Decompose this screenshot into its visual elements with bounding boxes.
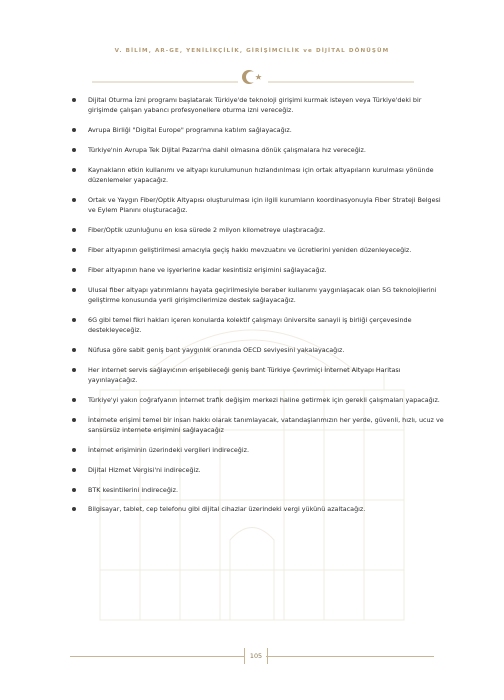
list-item (70, 445, 446, 455)
list-item (70, 285, 446, 306)
list-item-text: Avrupa Birliği "Digital Europe" programına katılım sağlayacağız. (88, 126, 292, 135)
bullet-dot-icon (72, 368, 76, 372)
list-item (70, 315, 446, 336)
bullet-dot-icon (72, 128, 76, 132)
list-item-text: Dijital Hizmet Vergisi'ni indireceğiz. (88, 465, 201, 474)
crescent-star-icon (92, 66, 414, 88)
list-item-text: Ortak ve Yaygın Fiber/Optik Altyapısı oluşturulması için ilgili kurumların koordinasyonuyla Fiber Strateji Belgesi ve Eylem Planını oluşturacağız. (88, 196, 441, 215)
bullet-dot-icon (72, 198, 76, 202)
list-item (70, 195, 446, 216)
bullet-dot-icon (72, 248, 76, 252)
list-item (70, 125, 446, 135)
list-item-text: Bilgisayar, tablet, cep telefonu gibi dijital cihazlar üzerindeki vergi yükünü azaltacağız. (88, 505, 366, 514)
bullet-dot-icon (72, 98, 76, 102)
bullet-dot-icon (72, 488, 76, 492)
list-item (70, 95, 446, 116)
list-item-text: İnternet erişiminin üzerindeki vergileri indireceğiz. (88, 446, 249, 454)
list-item-text: 6G gibi temel fikri hakları içeren konularda kolektif çalışmayı üniversite sanayii iş birliği çerçevesinde destekleyeceğiz. (88, 315, 412, 335)
page-number: 105 (244, 648, 268, 664)
bullet-dot-icon (72, 418, 76, 422)
bullet-dot-icon (72, 348, 76, 352)
footer-divider-left (70, 656, 244, 657)
bullet-dot-icon (72, 448, 76, 452)
list-item (70, 345, 446, 355)
list-item-text: Fiber altyapının hane ve işyerlerine kadar kesintisiz erişimini sağlayacağız. (88, 265, 327, 274)
list-item-text: Dijital Oturma İzni programı başlatarak Türkiye'de teknoloji girişimi kurmak isteyen veya Türkiye'deki bir girişimde çalışan yabancı profesyonellere oturma izni vereceğiz. (88, 96, 422, 115)
bullet-dot-icon (72, 288, 76, 292)
bullet-list (70, 95, 446, 515)
bullet-dot-icon (72, 148, 76, 152)
list-item-text: Türkiye'nin Avrupa Tek Dijital Pazarı'na dahil olmasına dönük çalışmalara hız vereceğiz. (88, 146, 366, 154)
list-item-text: Nüfusa göre sabit geniş bant yaygınlık oranında OECD seviyesini yakalayacağız. (88, 346, 345, 354)
list-item-text: Türkiye'yi yakın coğrafyanın internet trafik değişim merkezi haline getirmek için gerekli çalışmaları yapacağız. (88, 396, 440, 404)
list-item (70, 225, 446, 235)
bullet-content (70, 95, 446, 524)
list-item-text: Kaynakların etkin kullanımı ve altyapı kurulumunun hızlandırılması için ortak altyapıların kurulması yönünde düzenlemeler yapacağız. (88, 165, 434, 185)
bullet-dot-icon (72, 468, 76, 472)
list-item (70, 265, 446, 275)
list-item-text: İnternete erişimi temel bir insan hakkı olarak tanımlayacak, vatandaşlarımızın her yerde, güvenli, hızlı, ucuz ve sansürsüz internete erişimini sağlayacağız (88, 415, 444, 435)
list-item (70, 165, 446, 186)
bullet-dot-icon (72, 228, 76, 232)
list-item-text: Ulusal fiber altyapı yatırımlarını hayata geçirilmesiyle beraber kullanımı yaygınlaşacak olan 5G teknolojilerini geliştirme konusunda yerli girişimcilerimize destek sağlayacağız. (88, 285, 437, 304)
bullet-dot-icon (72, 507, 76, 511)
footer-divider-right (266, 656, 434, 657)
bullet-dot-icon (72, 268, 76, 272)
bullet-dot-icon (72, 168, 76, 172)
list-item (70, 365, 446, 386)
list-item (70, 245, 446, 255)
list-item (70, 395, 446, 405)
list-item (70, 485, 446, 495)
list-item (70, 415, 446, 436)
list-item (70, 465, 446, 475)
list-item (70, 504, 446, 514)
list-item-text: BTK kesintilerini indireceğiz. (88, 485, 179, 494)
section-title: V. BİLİM, AR-GE, YENİLİKÇİLİK, GİRİŞİMCİLİK ve DİJİTAL DÖNÜŞÜM (114, 48, 390, 54)
list-item-text: Fiber/Optik uzunluğunu en kısa sürede 2 milyon kilometreye ulaştıracağız. (88, 226, 326, 235)
list-item (70, 145, 446, 155)
bullet-dot-icon (72, 318, 76, 322)
list-item-text: Her internet servis sağlayıcının erişebileceği geniş bant Türkiye Çevrimiçi İnternet Altyapı Haritası yayınlayacağız. (88, 365, 401, 385)
bullet-dot-icon (72, 398, 76, 402)
list-item-text: Fiber altyapının geliştirilmesi amacıyla geçiş hakkı mevzuatını ve ücretlerini yeniden düzenleyeceğiz. (88, 246, 412, 254)
